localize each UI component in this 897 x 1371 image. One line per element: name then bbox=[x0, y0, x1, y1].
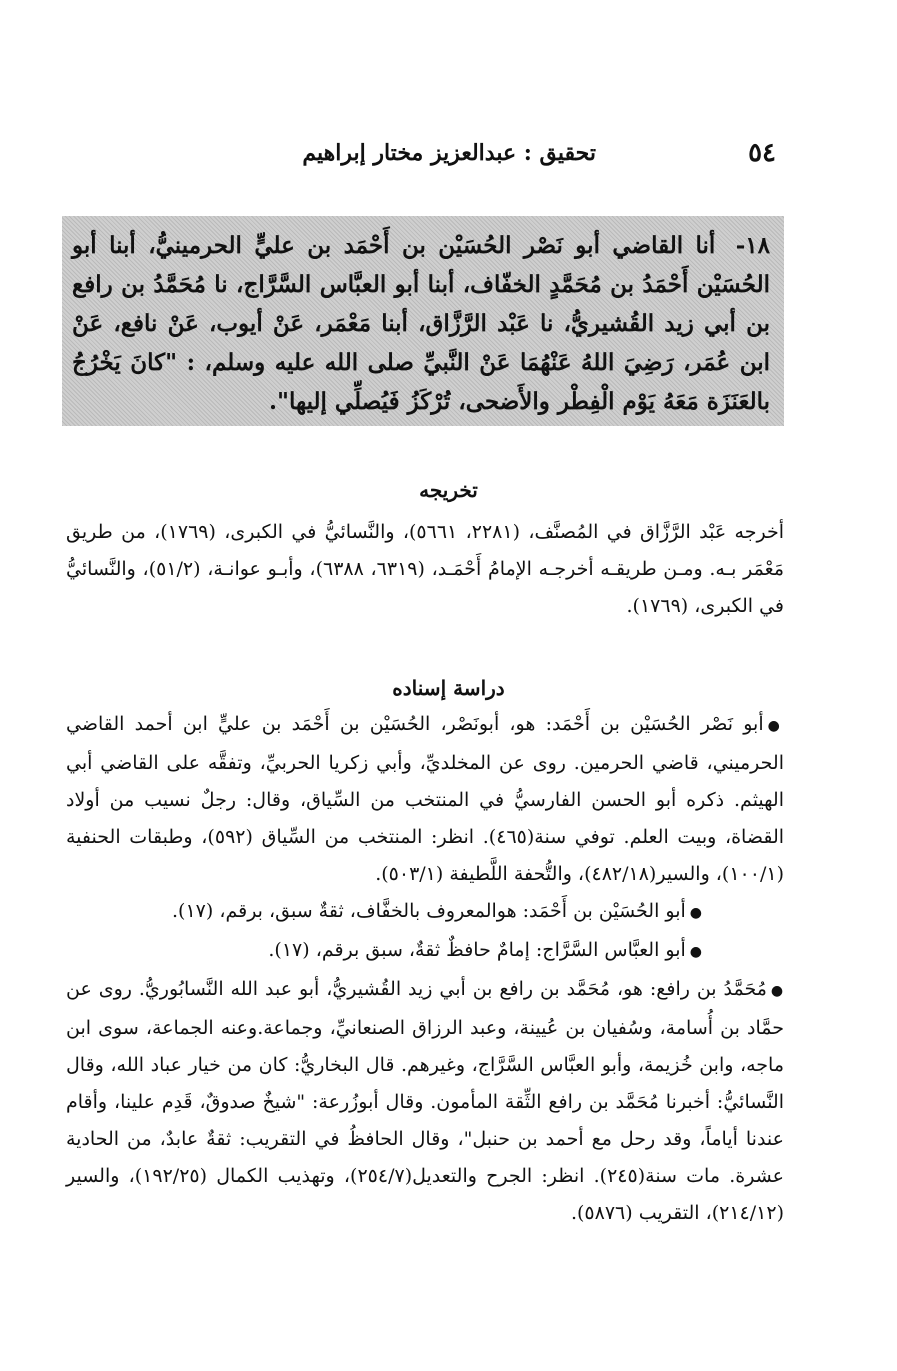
narrator-text: أبو العبَّاس السَّرَّاج: إمامٌ حافظٌ ثقةٌ، سبق برقم، (١٧). bbox=[268, 939, 686, 961]
hadith-isnad: أنا القاضي أبو نَصْر الحُسَيْن بن أَحْمَد بن عليٍّ الحرمينيُّ، أبنا أبو الحُسَيْن أَحْمَدُ بن مُحَمَّدٍ الخفّاف، أبنا أبو العبَّاس السَّرَّاج، نا مُحَمَّدُ بن رافع بن أبي زيد القُشيريُّ، نا عَبْد الرَّزَّاق، أبنا مَعْمَر، عَنْ أيوب، عَنْ نافع، عَنْ ابن عُمَر، رَضِيَ اللهُ عَنْهُمَا عَنْ النَّبيِّ صلى الله عليه وسلم، : bbox=[72, 232, 770, 376]
narrator-entry bbox=[66, 932, 784, 971]
narrator-list bbox=[66, 706, 784, 1232]
narrator-entry bbox=[66, 706, 784, 893]
narrator-text: أبو الحُسَيْن بن أَحْمَد: هوالمعروف بالخفَّاف، ثقةٌ سبق، برقم، (١٧). bbox=[172, 900, 686, 922]
dirasa-heading: دراسة إسناده bbox=[392, 676, 505, 700]
bullet-icon: ● bbox=[689, 905, 702, 921]
page-number: ٥٤ bbox=[748, 138, 776, 168]
takhrij-heading: تخريجه bbox=[419, 478, 478, 502]
bullet-icon: ● bbox=[689, 944, 702, 960]
narrator-entry bbox=[66, 893, 784, 932]
takhrij-text: أخرجه عَبْد الرَّزَّاق في المُصنَّف، (٢٢٨١، ٥٦٦١)، والنَّسائيُّ في الكبرى، (١٧٦٩)، من طريق مَعْمَر بـه. ومـن طريقـه أخرجـه الإمامُ أَحْمَـد، (٦٣١٩، ٦٣٨٨)، وأبـو عوانـة، (٥١/٢)، والنَّسائيُّ في الكبرى، (١٧٦٩). bbox=[66, 521, 785, 617]
narrator-text: مُحَمَّدُ بن رافع: هو، مُحَمَّد بن رافع بن أبي زيد القُشيريُّ، أبو عبد الله النَّسابُوريُّ. روى عن حمَّاد بن أُسامة، وسُفيان بن عُيينة، وعبد الرزاق الصنعانيِّ، وجماعة.وعنه الجماعة، سوى ابن ماجه، وابن خُزيمة، وأبو العبَّاس السَّرَّاج، وغيرهم. قال البخاريُّ: كان من خيار عباد الله، وقال النَّسائيُّ: أخبرنا مُحَمَّد بن رافع الثِّقة المأمون. وقال أبوزُرعة: "شيخٌ صدوقٌ، قَدِم علينا، وأقام عندنا أياماً، وقد رحل مع أحمد بن حنبل"، وقال الحافظُ في التقريب: ثقةٌ عابدٌ، من الحادية عشرة. مات سنة(٢٤٥). انظر: الجرح والتعديل(٢٥٤/٧)، وتهذيب الكمال (١٩٢/٢٥)، والسير (٢١٤/١٢)، التقريب (٥٨٧٦). bbox=[66, 978, 784, 1224]
bullet-icon: ● bbox=[767, 718, 784, 734]
hadith-number: ١٨- bbox=[735, 232, 770, 259]
hadith-matn: "كانَ يَخْرُجُ بالعَنَزَة مَعَهُ يَوْم الْفِطْر والأَضحى، تُرْكَزُ فَيُصلِّي إليها". bbox=[72, 349, 770, 415]
hadith-box bbox=[62, 216, 784, 426]
running-head: تحقيق : عبدالعزيز مختار إبراهيم bbox=[302, 140, 596, 166]
bullet-icon: ● bbox=[770, 983, 785, 999]
page-header bbox=[120, 138, 776, 178]
narrator-text: أبو نَصْر الحُسَيْن بن أَحْمَد: هو، أبونَصْر، الحُسَيْن بن أَحْمَد بن عليٍّ ابن أحمد القاضي الحرميني، قاضي الحرمين. روى عن المخلديِّ، وأبي زكريا الحربيِّ، وتفقَّه على القاضي أبي الهيثم. ذكره أبو الحسن الفارسيُّ في المنتخب من السِّياق، وقال: رجلٌ نسيب من أولاد القضاة، وبيت العلم. توفي سنة(٤٦٥). انظر: المنتخب من السِّياق (٥٩٢)، وطبقات الحنفية (١٠٠/١)، والسير(٤٨٢/١٨)، والتُّحفة اللَّطيفة (٥٠٣/١). bbox=[66, 713, 785, 885]
narrator-entry bbox=[66, 971, 784, 1232]
